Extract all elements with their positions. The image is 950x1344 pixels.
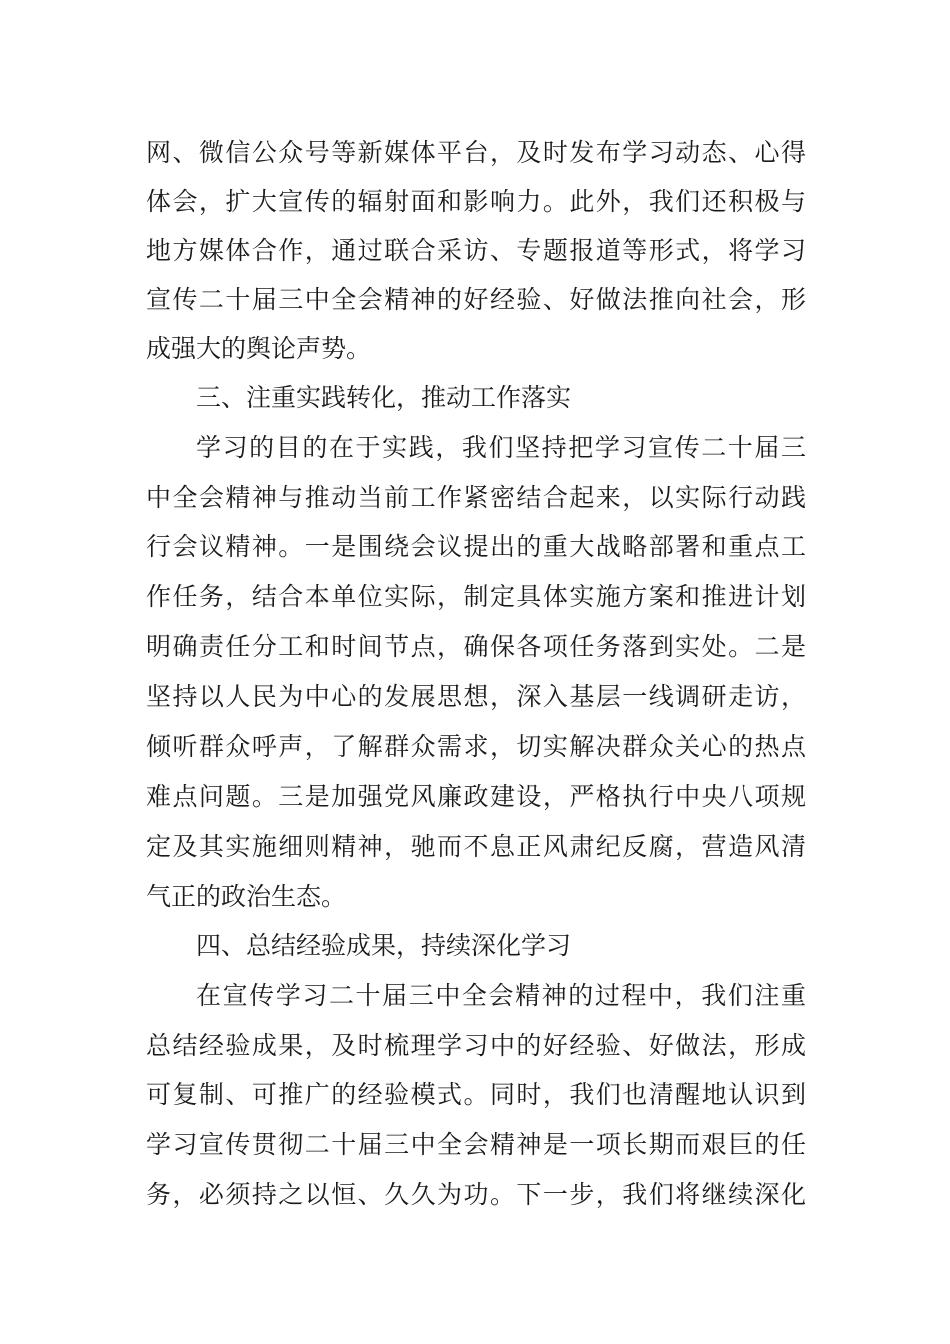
text-line: 成强大的舆论声势。 — [146, 334, 372, 363]
text-line: 体会，扩大宣传的辐射面和影响力。此外，我们还积极与 — [146, 187, 806, 216]
text-line: 行会议精神。一是围绕会议提出的重大战略部署和重点工 — [146, 532, 806, 561]
text-line: 作任务，结合本单位实际，制定具体实施方案和推进计划 — [146, 582, 806, 611]
text-line: 定及其实施细则精神，驰而不息正风肃纪反腐，营造风清 — [146, 832, 806, 861]
text-line: 务，必须持之以恒、久久为功。下一步，我们将继续深化 — [146, 1180, 806, 1209]
text-line: 学习宣传贯彻二十届三中全会精神是一项长期而艰巨的任 — [146, 1130, 806, 1159]
text-line: 坚持以人民为中心的发展思想，深入基层一线调研走访， — [146, 682, 806, 711]
text-line: 难点问题。三是加强党风廉政建设，严格执行中央八项规 — [146, 782, 806, 811]
text-line: 地方媒体合作，通过联合采访、专题报道等形式，将学习 — [146, 236, 806, 265]
section-heading: 四、总结经验成果，持续深化学习 — [196, 931, 572, 960]
text-line: 学习的目的在于实践，我们坚持把学习宣传二十届三 — [196, 433, 806, 462]
text-line: 在宣传学习二十届三中全会精神的过程中，我们注重 — [196, 981, 806, 1010]
text-line: 可复制、可推广的经验模式。同时，我们也清醒地认识到 — [146, 1080, 806, 1109]
text-line: 网、微信公众号等新媒体平台，及时发布学习动态、心得 — [146, 138, 806, 167]
section-heading: 三、注重实践转化，推动工作落实 — [196, 383, 572, 412]
text-line: 气正的政治生态。 — [146, 882, 347, 911]
text-line: 倾听群众呼声，了解群众需求，切实解决群众关心的热点 — [146, 732, 806, 761]
text-line: 中全会精神与推动当前工作紧密结合起来，以实际行动践 — [146, 483, 806, 512]
text-line: 明确责任分工和时间节点，确保各项任务落到实处。二是 — [146, 632, 806, 661]
text-line: 宣传二十届三中全会精神的好经验、好做法推向社会，形 — [146, 285, 806, 314]
text-line: 总结经验成果，及时梳理学习中的好经验、好做法，形成 — [146, 1031, 806, 1060]
